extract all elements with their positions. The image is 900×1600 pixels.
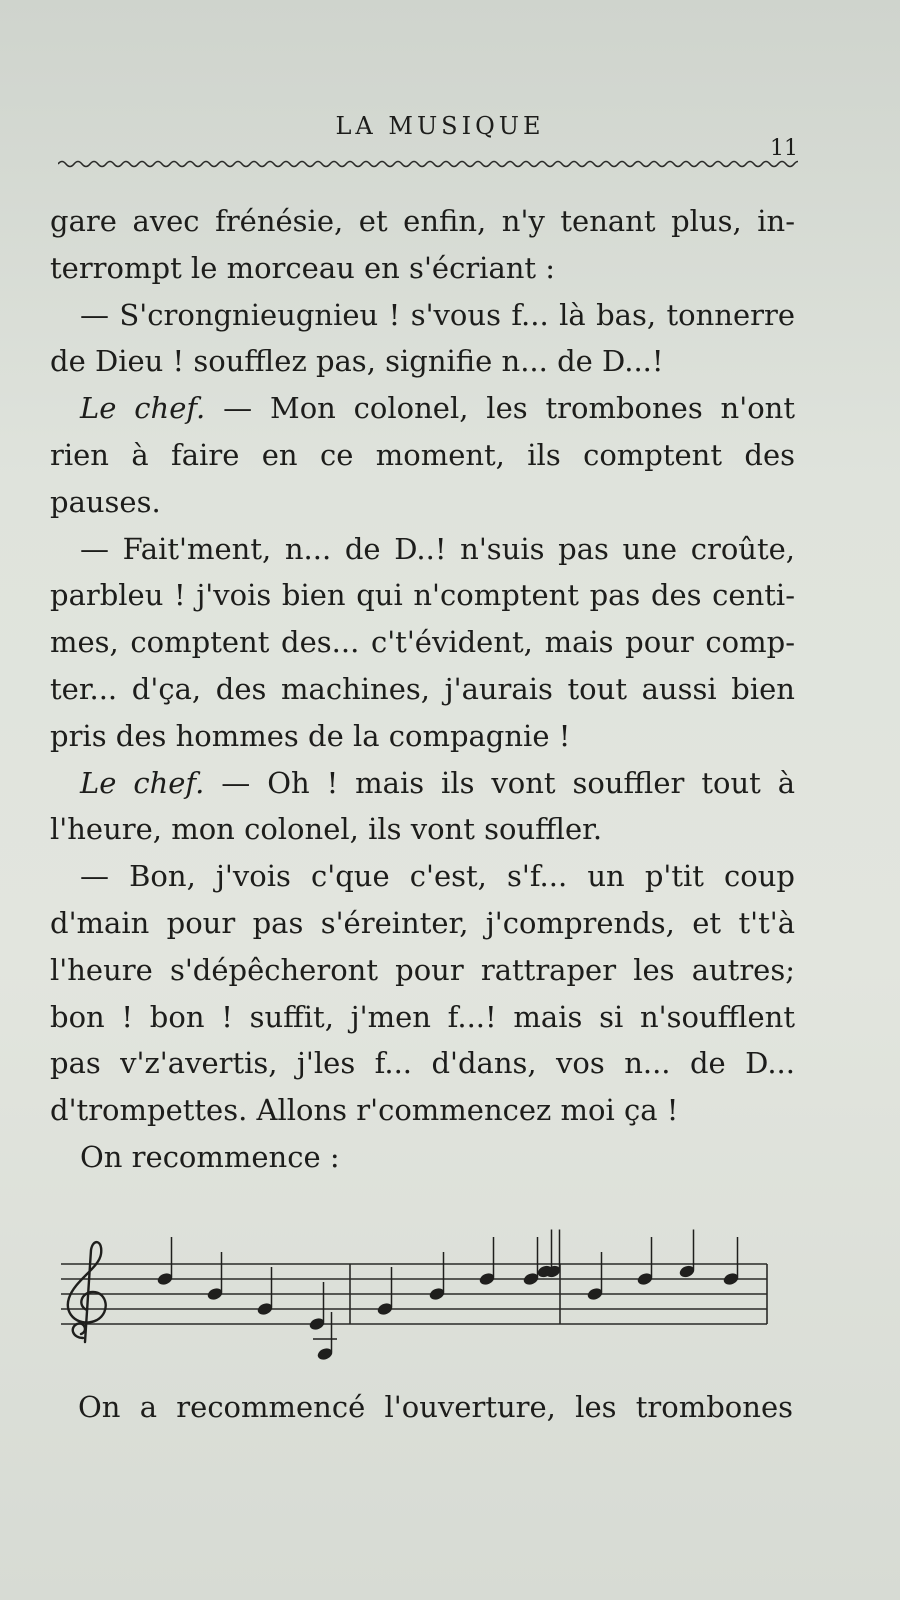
text-line: rien à faire en ce moment, ils comptent des xyxy=(50,437,795,472)
text-line: — Fait'ment, n... de D..! n'suis pas une croûte, xyxy=(80,531,795,566)
note xyxy=(636,1237,654,1287)
paragraph xyxy=(50,198,795,292)
paragraph xyxy=(50,760,795,854)
text-line: ter... d'ça, des machines, j'aurais tout aussi bien xyxy=(50,671,795,706)
paragraph xyxy=(50,385,795,525)
text-line: gare avec frénésie, et enfin, n'y tenant plus, in- xyxy=(50,204,795,238)
text-fragment: — Mon colonel, les trombones n'ont xyxy=(205,391,795,426)
speaker-label: Le chef. xyxy=(80,765,205,800)
text-line: l'heure s'dépêcheront pour rattraper les autres; xyxy=(50,952,795,987)
note xyxy=(206,1252,224,1302)
text-line: bon ! bon ! suffit, j'men f...! mais si n'soufflent xyxy=(50,999,795,1034)
text-line: l'heure, mon colonel, ils vont souffler. xyxy=(50,812,603,847)
text-line: pauses. xyxy=(50,484,161,519)
text-line: mes, comptent des... c't'évident, mais pour comp- xyxy=(50,625,795,660)
text-fragment: — Oh ! mais ils vont souffler tout à xyxy=(204,765,796,800)
note xyxy=(478,1237,496,1287)
text-line: — Bon, j'vois c'que c'est, s'f... un p'tit coup xyxy=(80,859,795,894)
paragraph xyxy=(50,853,795,1134)
text-line: pas v'z'avertis, j'les f... d'dans, vos n... de D... xyxy=(50,1046,795,1081)
text-line: parbleu ! j'vois bien qui n'comptent pas des centi- xyxy=(50,578,795,613)
text-line: d'main pour pas s'éreinter, j'comprends, et t't'à xyxy=(50,905,795,940)
running-title: LA MUSIQUE xyxy=(335,112,545,140)
note xyxy=(722,1237,740,1287)
text-line: On recommence : xyxy=(80,1139,340,1174)
paragraph xyxy=(50,1134,795,1181)
text-line: de Dieu ! soufflez pas, signifie n... de D...! xyxy=(50,344,664,379)
note xyxy=(586,1252,604,1302)
page-number: 11 xyxy=(770,136,798,161)
note xyxy=(428,1252,446,1302)
text-line: — S'crongnieugnieu ! s'vous f... là bas, tonnerre xyxy=(80,297,795,332)
wavy-rule-divider xyxy=(58,156,798,172)
text-line xyxy=(50,760,795,807)
note xyxy=(544,1230,562,1280)
treble-clef-icon xyxy=(68,1242,106,1342)
paragraph xyxy=(50,526,795,760)
text-line: pris des hommes de la compagnie ! xyxy=(50,718,571,753)
text-line: terrompt le morceau en s'écriant : xyxy=(50,250,556,285)
text-line: d'trompettes. Allons r'commencez moi ça ! xyxy=(50,1093,679,1128)
speaker-label: Le chef. xyxy=(80,391,206,426)
note xyxy=(376,1267,394,1317)
paragraph xyxy=(50,292,795,386)
note xyxy=(678,1230,696,1280)
staff-lines xyxy=(61,1264,767,1324)
body-text xyxy=(50,198,795,1181)
closing-line: On a recommencé l'ouverture, les trombones xyxy=(78,1390,793,1424)
note xyxy=(256,1267,274,1317)
text-line xyxy=(50,385,795,432)
note xyxy=(156,1237,174,1287)
music-staff xyxy=(55,1220,795,1370)
page-header xyxy=(0,112,900,161)
note xyxy=(308,1282,326,1332)
note xyxy=(522,1237,540,1287)
notes xyxy=(156,1230,740,1362)
